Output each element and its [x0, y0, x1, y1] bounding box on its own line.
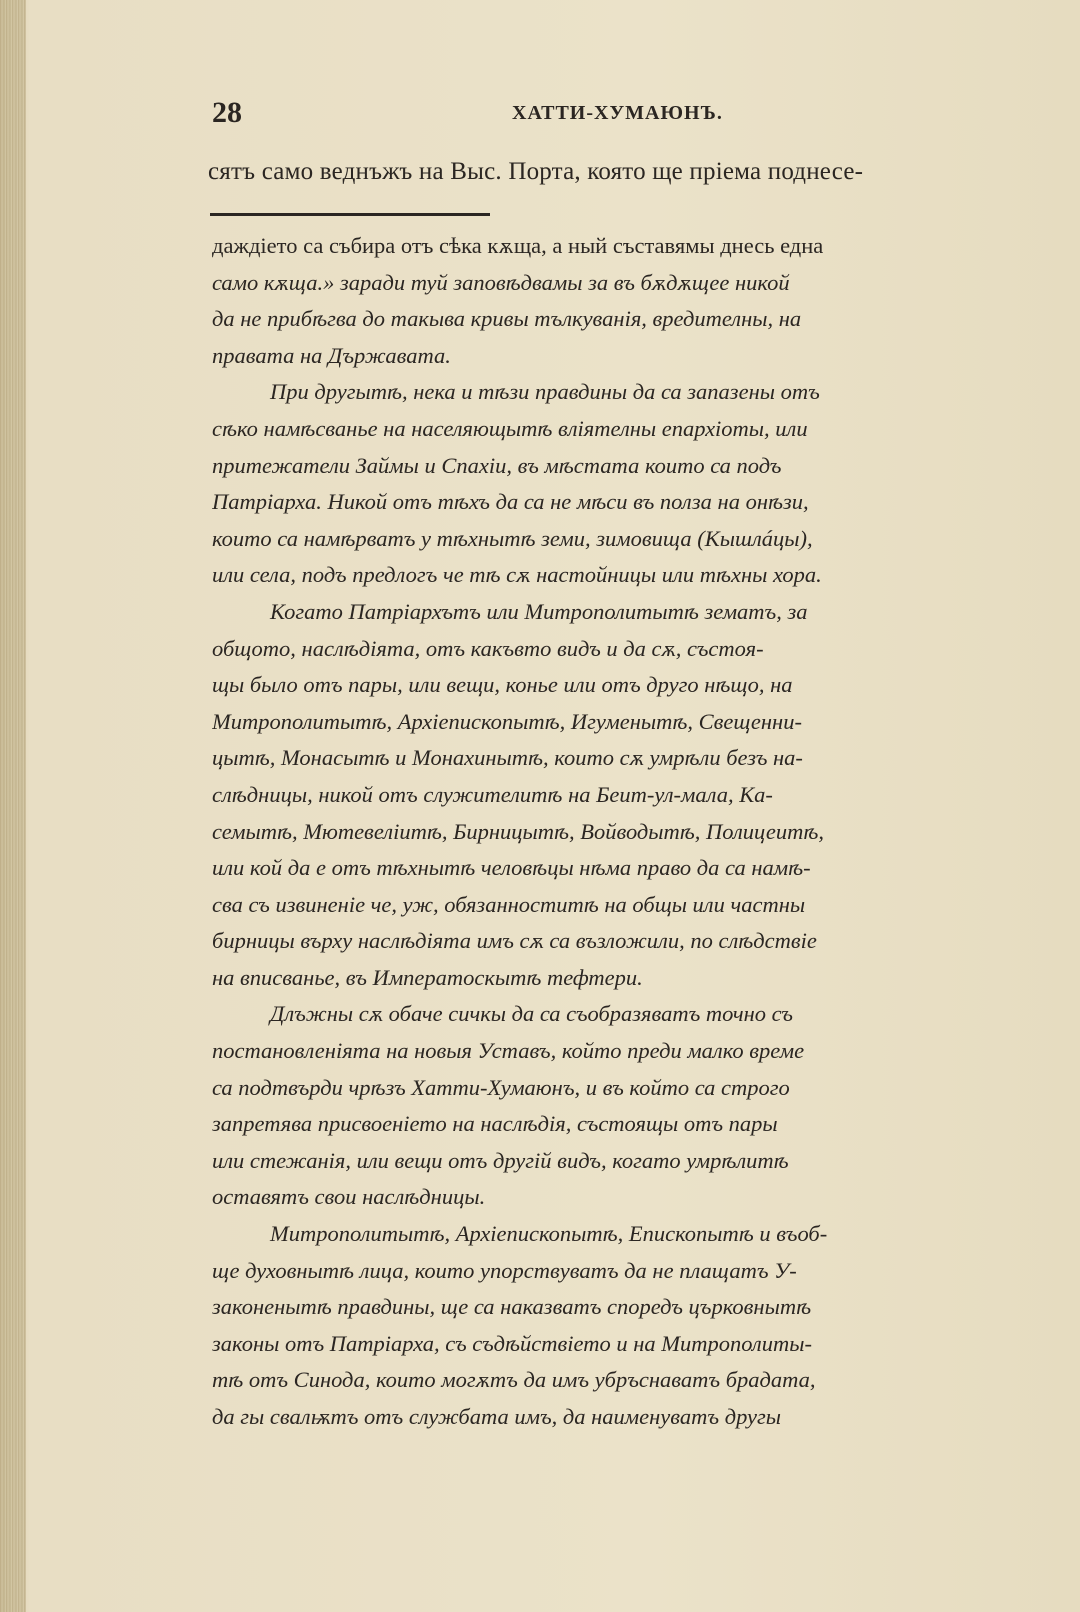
page-number: 28 — [212, 96, 242, 129]
text-line: на вписванье, въ Императоскытѣ тефтери. — [212, 964, 643, 990]
page-edge — [0, 0, 26, 1612]
text-line: Митрополитытѣ, Архіепископытѣ, Игуменытѣ, Свещенни- — [212, 708, 802, 734]
text-line: или кой да е отъ тѣхнытѣ человѣцы нѣма право да са намѣ- — [212, 855, 811, 881]
text-line: да гы свалѭтъ отъ службата имъ, да наименуватъ другы — [212, 1404, 782, 1429]
text-line: законы отъ Патріарха, съ съдѣйствіето и на Митрополиты- — [212, 1330, 812, 1356]
text-line: притежатели Займы и Спахiи, въ мѣстата които са подъ — [212, 452, 782, 478]
text-line: сѣко намѣсванье на населяющытѣ влiятелны епархiоты, или — [212, 415, 808, 441]
text-line: правата на Държавата. — [212, 342, 451, 368]
text-line: постановленіята на новыя Уставъ, който преди малко време — [212, 1038, 805, 1064]
text-line: или стежанія, или вещи отъ другій видъ, когато умрѣлитѣ — [212, 1147, 789, 1173]
text-line: само кѫща.» заради туй заповѣдвамы за въ бѫдѫщее никой — [212, 269, 790, 295]
text-line: са подтвърди чрѣзъ Хатти-Хумаюнъ, и въ който са строго — [212, 1074, 790, 1100]
text-line: или села, подъ предлогъ че тѣ сѫ настойницы или тѣхны хора. — [212, 562, 822, 588]
text-line: общото, наслѣдіята, отъ какъвто видъ и да сѫ, състоя- — [212, 635, 764, 661]
running-head: ХАТТИ-ХУМАЮНЪ. — [512, 102, 723, 124]
text-line: даждіето са събира отъ сѣка кѫща, а ный съставямы днесь една — [212, 233, 824, 258]
text-line: семытѣ, Мютевеліитѣ, Бирницытѣ, Войводытѣ, Полицеитѣ, — [212, 818, 824, 844]
text-line: слѣдницы, никой отъ служителитѣ на Беит-ул-мала, Ка- — [212, 781, 773, 807]
text-line: Когато Патріархътъ или Митрополитытѣ зематъ, за — [270, 598, 808, 624]
text-line: цытѣ, Монасытѣ и Монахинытѣ, които сѫ умрѣли безъ на- — [212, 745, 803, 771]
text-line: законенытѣ правдины, ще са наказватъ споредъ църковнытѣ — [212, 1294, 812, 1320]
text-line: бирницы върху наслѣдіята имъ сѫ са възложили, по слѣдствіе — [212, 928, 817, 954]
text-line: При другытѣ, нека и тѣзи правдины да са запазены отъ — [270, 379, 820, 405]
continuation-line: сятъ само веднъжъ на Выс. Порта, която ще пріема поднесе- — [208, 158, 864, 185]
text-line: запретява присвоеніето на наслѣдія, състоящы отъ пары — [212, 1111, 778, 1137]
text-line: да не прибѣгва до такыва кривы тълкуванія, вредителны, на — [212, 306, 802, 332]
text-line: оставятъ свои наслѣдницы. — [212, 1184, 486, 1210]
text-line: Длъжны сѫ обаче сичкы да са съобразяватъ точно съ — [270, 1001, 793, 1027]
page-header — [212, 96, 1047, 136]
text-line: щы было отъ пары, или вещи, конье или отъ друго нѣщо, на — [212, 672, 793, 698]
body-text — [212, 228, 1047, 1436]
text-line: ще духовнытѣ лица, които упорствуватъ да не плащатъ У- — [212, 1257, 797, 1283]
text-line: които са намѣрватъ у тѣхнытѣ земи, зимовища (Кышлáцы), — [212, 525, 813, 551]
text-line: Патріарха. Никой отъ тѣхъ да са не мѣси въ полза на онѣзи, — [212, 489, 809, 515]
text-line: Митрополитытѣ, Архіепископытѣ, Епископытѣ и въоб- — [270, 1221, 828, 1247]
text-line: сва съ извиненіе че, уж, обязанноститѣ на общы или частны — [212, 891, 806, 917]
text-line: тѣ отъ Синода, които могѫтъ да имъ убръснаватъ брадата, — [212, 1367, 816, 1393]
footnote-rule — [210, 213, 490, 216]
